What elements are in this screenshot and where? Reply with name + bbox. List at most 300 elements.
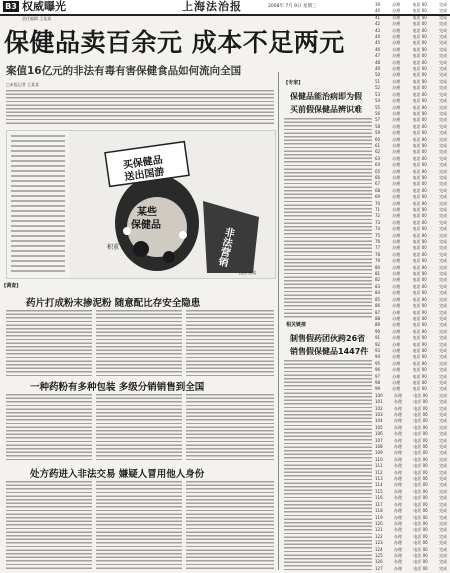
table-cell: 电话 00 bbox=[412, 379, 427, 385]
table-cell: 完成 bbox=[438, 296, 447, 302]
table-cell: 完成 bbox=[438, 283, 447, 289]
table-cell: 办理 bbox=[392, 213, 401, 219]
table-cell: 113 bbox=[375, 476, 383, 482]
subheading-3: 处方药进入非法交易 嫌疑人冒用他人身份 bbox=[30, 469, 205, 480]
table-cell: 115 bbox=[375, 488, 383, 494]
table-cell: 电话 00 bbox=[412, 367, 427, 373]
table-cell: 完成 bbox=[438, 72, 447, 78]
table-cell: 完成 bbox=[439, 540, 447, 546]
table-cell: 完成 bbox=[438, 245, 447, 251]
table-cell: 电话 00 bbox=[412, 303, 427, 309]
table-cell: 完成 bbox=[439, 546, 447, 552]
table-cell: 完成 bbox=[438, 251, 447, 257]
table-cell: 完成 bbox=[438, 315, 447, 321]
table-cell: 办理 bbox=[392, 162, 401, 168]
table-cell: 办理 bbox=[392, 98, 401, 104]
table-cell: 电话 00 bbox=[412, 40, 427, 46]
table-cell: 电话 00 bbox=[412, 130, 427, 136]
table-cell: 完成 bbox=[438, 347, 447, 353]
table-cell: 完成 bbox=[438, 271, 447, 277]
table-cell: 办理 bbox=[392, 303, 401, 309]
table-cell: 电话 00 bbox=[412, 66, 427, 72]
table-cell: 办理 bbox=[393, 431, 402, 437]
table-cell: 61 bbox=[375, 142, 381, 148]
table-cell: 93 bbox=[375, 347, 381, 353]
table-cell: 电话 00 bbox=[412, 373, 427, 379]
table-cell: 办理 bbox=[392, 264, 401, 270]
table-cell: 完成 bbox=[438, 142, 447, 148]
table-cell: 117 bbox=[375, 501, 383, 507]
table-cell: 完成 bbox=[438, 200, 447, 206]
table-cell: 办理 bbox=[392, 46, 401, 52]
table-cell: 125 bbox=[375, 552, 383, 558]
table-cell: 电话 00 bbox=[412, 91, 427, 97]
table-cell: 106 bbox=[375, 431, 383, 437]
table-cell: 完成 bbox=[438, 66, 447, 72]
table-cell: 完成 bbox=[438, 232, 447, 238]
table-cell: 完成 bbox=[438, 59, 447, 65]
table-cell: 完成 bbox=[439, 476, 447, 482]
table-cell: 电话 00 bbox=[413, 482, 428, 488]
bottle-label-2: 保健品 bbox=[131, 220, 161, 231]
table-cell: 电话 00 bbox=[412, 78, 427, 84]
table-cell: 电话 00 bbox=[412, 187, 427, 193]
table-cell: 完成 bbox=[439, 514, 447, 520]
table-cell: 127 bbox=[375, 565, 383, 571]
table-cell: 57 bbox=[375, 117, 381, 123]
table-cell: 办理 bbox=[393, 488, 402, 494]
table-cell: 办理 bbox=[392, 104, 401, 110]
table-cell: 电话 00 bbox=[413, 540, 428, 546]
table-cell: 完成 bbox=[438, 290, 447, 296]
table-cell: 电话 00 bbox=[412, 136, 427, 142]
table-cell: 完成 bbox=[438, 322, 447, 328]
table-cell: 办理 bbox=[393, 546, 402, 552]
table-cell: 完成 bbox=[439, 444, 447, 450]
table-cell: 77 bbox=[375, 245, 381, 251]
table-cell: 50 bbox=[375, 72, 381, 78]
table-cell: 办理 bbox=[393, 399, 402, 405]
table-cell: 电话 00 bbox=[412, 162, 427, 168]
table-cell: 电话 00 bbox=[413, 444, 428, 450]
table-cell: 电话 00 bbox=[412, 53, 427, 59]
table-cell: 办理 bbox=[392, 200, 401, 206]
table-cell: 完成 bbox=[438, 258, 447, 264]
table-cell: 办理 bbox=[392, 354, 401, 360]
table-cell: 办理 bbox=[393, 527, 402, 533]
table-cell: 办理 bbox=[392, 296, 401, 302]
byline: □本报记者 王某某 bbox=[6, 82, 40, 87]
table-cell: 电话 00 bbox=[413, 463, 428, 469]
table-cell: 完成 bbox=[438, 14, 447, 20]
table-cell: 122 bbox=[375, 533, 383, 539]
table-cell: 64 bbox=[375, 162, 381, 168]
editor-credit: 责任编辑 王某某 bbox=[22, 16, 52, 21]
cartoon-drawing bbox=[7, 131, 275, 278]
table-cell: 100 bbox=[375, 392, 383, 398]
table-cell: 59 bbox=[375, 130, 381, 136]
body-col-1a bbox=[6, 310, 92, 376]
table-cell: 完成 bbox=[439, 520, 447, 526]
table-cell: 办理 bbox=[392, 360, 401, 366]
table-cell: 完成 bbox=[438, 379, 447, 385]
table-cell: 办理 bbox=[392, 53, 401, 59]
table-cell: 110 bbox=[375, 456, 383, 462]
table-cell: 116 bbox=[375, 495, 383, 501]
table-cell: 办理 bbox=[392, 72, 401, 78]
table-cell: 83 bbox=[375, 283, 381, 289]
table-cell: 47 bbox=[375, 53, 381, 59]
table-cell: 完成 bbox=[439, 527, 447, 533]
table-cell: 78 bbox=[375, 251, 381, 257]
table-cell: 电话 00 bbox=[412, 309, 427, 315]
table-cell: 完成 bbox=[438, 174, 447, 180]
table-cell: 电话 00 bbox=[412, 258, 427, 264]
table-cell: 电话 00 bbox=[413, 533, 428, 539]
table-cell: 办理 bbox=[392, 277, 401, 283]
table-cell: 办理 bbox=[392, 14, 401, 20]
table-cell: 完成 bbox=[439, 482, 447, 488]
table-cell: 电话 00 bbox=[412, 200, 427, 206]
body-col-2a bbox=[6, 394, 92, 462]
table-cell: 68 bbox=[375, 187, 381, 193]
table-cell: 办理 bbox=[392, 181, 401, 187]
table-cell: 55 bbox=[375, 104, 381, 110]
table-cell: 电话 00 bbox=[412, 360, 427, 366]
body-col-3a bbox=[6, 481, 92, 570]
table-cell: 办理 bbox=[392, 335, 401, 341]
table-cell: 电话 00 bbox=[413, 450, 428, 456]
table-cell: 办理 bbox=[392, 239, 401, 245]
body-col-2c bbox=[186, 394, 274, 462]
table-cell: 办理 bbox=[392, 168, 401, 174]
table-cell: 81 bbox=[375, 271, 381, 277]
table-cell: 完成 bbox=[439, 431, 447, 437]
table-cell: 办理 bbox=[392, 187, 401, 193]
table-cell: 完成 bbox=[438, 168, 447, 174]
table-cell: 办理 bbox=[392, 245, 401, 251]
expert-tag: [专家] bbox=[286, 80, 301, 86]
table-cell: 电话 00 bbox=[413, 501, 428, 507]
table-cell: 完成 bbox=[438, 194, 447, 200]
bottle-label-1: 某些 bbox=[137, 207, 157, 218]
cartoon-illustration bbox=[6, 130, 276, 279]
table-cell: 111 bbox=[375, 463, 383, 469]
table-cell: 完成 bbox=[438, 264, 447, 270]
table-cell: 办理 bbox=[392, 123, 401, 129]
table-cell: 73 bbox=[375, 219, 381, 225]
table-cell: 办理 bbox=[393, 540, 402, 546]
table-cell: 76 bbox=[375, 239, 381, 245]
table-cell: 电话 00 bbox=[413, 546, 428, 552]
table-cell: 电话 00 bbox=[413, 520, 428, 526]
table-cell: 52 bbox=[375, 85, 381, 91]
table-cell: 完成 bbox=[438, 239, 447, 245]
table-cell: 完成 bbox=[438, 328, 447, 334]
table-cell: 完成 bbox=[438, 91, 447, 97]
table-cell: 79 bbox=[375, 258, 381, 264]
table-cell: 电话 00 bbox=[412, 328, 427, 334]
table-cell: 完成 bbox=[439, 565, 447, 571]
table-cell: 电话 00 bbox=[412, 168, 427, 174]
table-cell: 41 bbox=[375, 14, 381, 20]
table-cell: 62 bbox=[375, 149, 381, 155]
table-cell: 电话 00 bbox=[413, 559, 428, 565]
table-cell: 电话 00 bbox=[412, 354, 427, 360]
table-cell: 电话 00 bbox=[413, 392, 428, 398]
table-cell: 办理 bbox=[392, 226, 401, 232]
table-cell: 完成 bbox=[438, 386, 447, 392]
body-col-3b bbox=[96, 481, 182, 570]
table-cell: 完成 bbox=[438, 219, 447, 225]
table-cell: 办理 bbox=[393, 514, 402, 520]
table-cell: 电话 00 bbox=[412, 315, 427, 321]
table-cell: 99 bbox=[375, 386, 381, 392]
table-cell: 办理 bbox=[393, 456, 402, 462]
table-cell: 120 bbox=[375, 520, 383, 526]
table-cell: 92 bbox=[375, 341, 381, 347]
table-cell: 电话 00 bbox=[413, 437, 428, 443]
table-cell: 电话 00 bbox=[412, 386, 427, 392]
table-cell: 完成 bbox=[439, 552, 447, 558]
table-cell: 51 bbox=[375, 78, 381, 84]
table-cell: 完成 bbox=[438, 213, 447, 219]
table-cell: 办理 bbox=[392, 341, 401, 347]
table-cell: 70 bbox=[375, 200, 381, 206]
small-label: 积重 bbox=[107, 244, 120, 251]
table-cell: 完成 bbox=[438, 309, 447, 315]
table-cell: 电话 00 bbox=[412, 335, 427, 341]
related-title-2: 销售假保健品1447件 bbox=[290, 347, 369, 356]
table-cell: 完成 bbox=[439, 501, 447, 507]
table-cell: 完成 bbox=[438, 117, 447, 123]
table-cell: 完成 bbox=[438, 155, 447, 161]
table-cell: 办理 bbox=[392, 91, 401, 97]
table-cell: 电话 00 bbox=[412, 283, 427, 289]
table-cell: 办理 bbox=[392, 315, 401, 321]
table-cell: 完成 bbox=[438, 53, 447, 59]
table-cell: 电话 00 bbox=[412, 14, 427, 20]
table-cell: 完成 bbox=[438, 303, 447, 309]
table-cell: 107 bbox=[375, 437, 383, 443]
table-cell: 办理 bbox=[392, 232, 401, 238]
section-tag: [调查] bbox=[4, 283, 19, 289]
table-cell: 办理 bbox=[392, 219, 401, 225]
table-cell: 完成 bbox=[438, 341, 447, 347]
table-cell: 44 bbox=[375, 34, 381, 40]
table-cell: 75 bbox=[375, 232, 381, 238]
table-cell: 40 bbox=[375, 8, 381, 14]
table-cell: 办理 bbox=[392, 78, 401, 84]
table-cell: 完成 bbox=[438, 27, 447, 33]
table-cell: 45 bbox=[375, 40, 381, 46]
newspaper-logo: 上海法治报 bbox=[182, 0, 242, 13]
table-cell: 办理 bbox=[392, 117, 401, 123]
table-cell: 电话 00 bbox=[413, 456, 428, 462]
table-cell: 完成 bbox=[439, 437, 447, 443]
table-cell: 电话 00 bbox=[412, 104, 427, 110]
table-cell: 90 bbox=[375, 328, 381, 334]
table-cell: 85 bbox=[375, 296, 381, 302]
table-cell: 电话 00 bbox=[412, 264, 427, 270]
table-cell: 办理 bbox=[392, 379, 401, 385]
table-cell: 电话 00 bbox=[413, 514, 428, 520]
subheading-1: 药片打成粉末掺泥粉 随意配比存安全隐患 bbox=[26, 298, 201, 309]
table-cell: 完成 bbox=[438, 123, 447, 129]
table-cell: 办理 bbox=[392, 136, 401, 142]
table-cell: 46 bbox=[375, 46, 381, 52]
table-cell: 电话 00 bbox=[412, 142, 427, 148]
table-cell: 电话 00 bbox=[413, 476, 428, 482]
table-cell: 办理 bbox=[392, 59, 401, 65]
table-cell: 101 bbox=[375, 399, 383, 405]
table-cell: 电话 00 bbox=[413, 469, 428, 475]
lead-paragraph bbox=[6, 90, 274, 126]
table-cell: 办理 bbox=[393, 508, 402, 514]
expert-title-1: 保健品能治病即为假 bbox=[290, 92, 362, 101]
table-cell: 电话 00 bbox=[412, 27, 427, 33]
table-cell: 办理 bbox=[392, 8, 401, 14]
table-cell: 完成 bbox=[438, 181, 447, 187]
table-cell: 86 bbox=[375, 303, 381, 309]
table-cell: 电话 00 bbox=[412, 219, 427, 225]
table-cell: 电话 00 bbox=[412, 155, 427, 161]
table-cell: 电话 00 bbox=[413, 418, 428, 424]
table-cell: 电话 00 bbox=[412, 98, 427, 104]
table-cell: 办理 bbox=[393, 476, 402, 482]
table-cell: 97 bbox=[375, 373, 381, 379]
table-cell: 办理 bbox=[393, 565, 402, 571]
table-cell: 121 bbox=[375, 527, 383, 533]
table-cell: 办理 bbox=[392, 194, 401, 200]
table-cell: 109 bbox=[375, 450, 383, 456]
table-cell: 完成 bbox=[438, 104, 447, 110]
table-cell: 办理 bbox=[392, 40, 401, 46]
table-cell: 办理 bbox=[393, 412, 402, 417]
table-cell: 60 bbox=[375, 136, 381, 142]
table-cell: 65 bbox=[375, 168, 381, 174]
table-cell: 电话 00 bbox=[412, 2, 427, 7]
table-cell: 96 bbox=[375, 367, 381, 373]
table-cell: 办理 bbox=[392, 367, 401, 373]
table-cell: 电话 00 bbox=[413, 412, 428, 417]
table-cell: 电话 00 bbox=[413, 552, 428, 558]
listing-table bbox=[375, 2, 449, 572]
table-cell: 完成 bbox=[438, 149, 447, 155]
table-cell: 办理 bbox=[392, 142, 401, 148]
table-cell: 完成 bbox=[439, 469, 447, 475]
table-cell: 电话 00 bbox=[413, 527, 428, 533]
table-cell: 办理 bbox=[392, 34, 401, 40]
table-cell: 办理 bbox=[392, 309, 401, 315]
table-cell: 67 bbox=[375, 181, 381, 187]
table-cell: 91 bbox=[375, 335, 381, 341]
table-cell: 电话 00 bbox=[412, 341, 427, 347]
table-cell: 电话 00 bbox=[412, 290, 427, 296]
table-cell: 电话 00 bbox=[413, 565, 428, 571]
table-cell: 完成 bbox=[439, 405, 447, 411]
body-col-1b bbox=[96, 310, 182, 376]
table-cell: 办理 bbox=[393, 520, 402, 526]
bag-label: 非法营销 bbox=[215, 225, 235, 268]
illustration-credit: 漫画 顾某 bbox=[239, 270, 257, 275]
table-cell: 办理 bbox=[392, 271, 401, 277]
table-cell: 95 bbox=[375, 360, 381, 366]
table-cell: 58 bbox=[375, 123, 381, 129]
related-tag: 相关链接 bbox=[286, 322, 307, 328]
table-cell: 办理 bbox=[392, 27, 401, 33]
table-cell: 114 bbox=[375, 482, 383, 488]
table-cell: 54 bbox=[375, 98, 381, 104]
table-cell: 电话 00 bbox=[413, 405, 428, 411]
table-cell: 完成 bbox=[438, 2, 447, 7]
table-cell: 126 bbox=[375, 559, 383, 565]
main-headline: 保健品卖百余元 成本不足两元 bbox=[4, 28, 345, 57]
table-cell: 电话 00 bbox=[412, 277, 427, 283]
table-cell: 办理 bbox=[392, 328, 401, 334]
table-cell: 电话 00 bbox=[412, 46, 427, 52]
table-cell: 办理 bbox=[392, 110, 401, 116]
table-cell: 办理 bbox=[392, 2, 401, 7]
table-cell: 办理 bbox=[393, 463, 402, 469]
table-cell: 电话 00 bbox=[412, 34, 427, 40]
table-cell: 完成 bbox=[438, 34, 447, 40]
table-cell: 办理 bbox=[393, 444, 402, 450]
table-cell: 完成 bbox=[438, 110, 447, 116]
table-cell: 42 bbox=[375, 21, 381, 27]
table-cell: 电话 00 bbox=[413, 495, 428, 501]
table-cell: 完成 bbox=[439, 392, 447, 398]
table-cell: 办理 bbox=[392, 149, 401, 155]
table-cell: 办理 bbox=[392, 155, 401, 161]
table-cell: 电话 00 bbox=[412, 271, 427, 277]
table-cell: 办理 bbox=[393, 418, 402, 424]
table-cell: 电话 00 bbox=[412, 110, 427, 116]
table-cell: 完成 bbox=[438, 46, 447, 52]
table-cell: 39 bbox=[375, 2, 381, 7]
body-col-2b bbox=[96, 394, 182, 462]
table-cell: 电话 00 bbox=[412, 181, 427, 187]
table-cell: 电话 00 bbox=[412, 251, 427, 257]
table-cell: 完成 bbox=[438, 8, 447, 14]
table-cell: 电话 00 bbox=[412, 123, 427, 129]
table-cell: 完成 bbox=[439, 399, 447, 405]
subheading-2: 一种药粉有多种包装 多级分销销售到全国 bbox=[30, 382, 205, 393]
box-text-1: 买保健品 bbox=[122, 154, 164, 172]
table-cell: 电话 00 bbox=[412, 174, 427, 180]
related-title-1: 制售假药团伙跨26省 bbox=[290, 334, 366, 343]
table-cell: 53 bbox=[375, 91, 381, 97]
table-cell: 完成 bbox=[439, 488, 447, 494]
table-cell: 办理 bbox=[392, 373, 401, 379]
table-cell: 电话 00 bbox=[412, 245, 427, 251]
table-cell: 88 bbox=[375, 315, 381, 321]
table-cell: 完成 bbox=[439, 412, 447, 417]
table-cell: 98 bbox=[375, 379, 381, 385]
related-body bbox=[284, 360, 372, 570]
table-cell: 完成 bbox=[439, 418, 447, 424]
table-cell: 完成 bbox=[438, 40, 447, 46]
table-cell: 办理 bbox=[393, 424, 402, 430]
table-cell: 124 bbox=[375, 546, 383, 552]
table-cell: 办理 bbox=[392, 21, 401, 27]
table-cell: 102 bbox=[375, 405, 383, 411]
table-cell: 72 bbox=[375, 213, 381, 219]
table-cell: 办理 bbox=[393, 495, 402, 501]
table-cell: 完成 bbox=[438, 207, 447, 212]
table-cell: 完成 bbox=[439, 424, 447, 430]
table-cell: 完成 bbox=[439, 450, 447, 456]
